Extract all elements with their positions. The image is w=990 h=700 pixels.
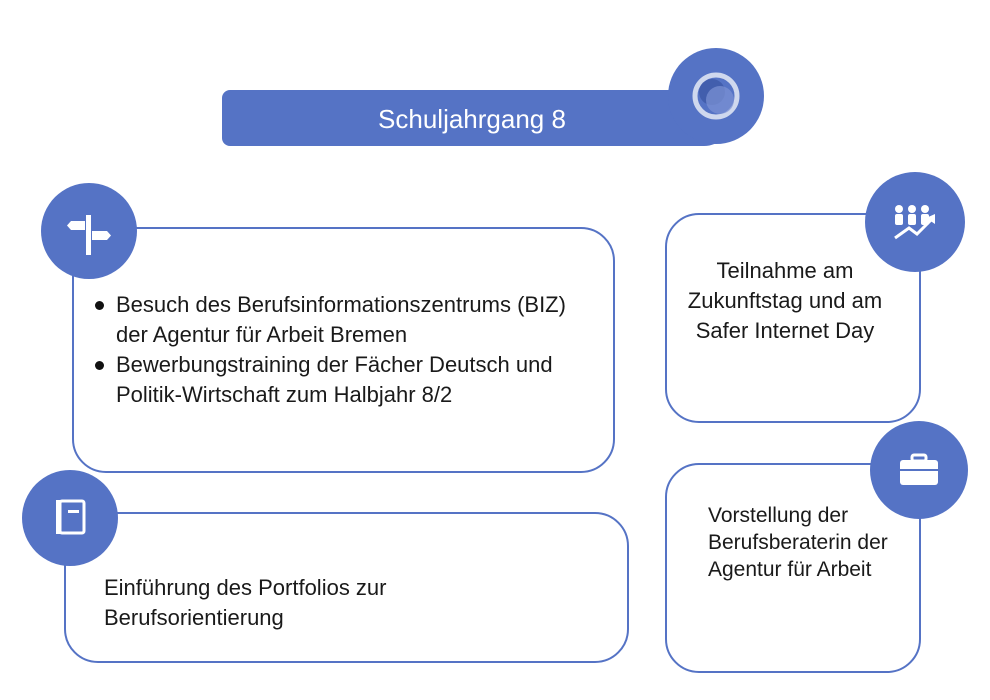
bullet-icon <box>95 301 104 310</box>
list-item-text: Bewerbungstraining der Fächer Deutsch und Politik-Wirtschaft zum Halbjahr 8/2 <box>116 352 553 407</box>
bullet-icon <box>95 361 104 370</box>
biz-list <box>94 290 594 410</box>
signpost-icon <box>41 183 137 279</box>
list-item <box>94 290 594 350</box>
berufsberaterin-text: Vorstellung der Berufsberaterin der Agentur für Arbeit <box>708 504 888 581</box>
book-icon <box>22 470 118 566</box>
list-item-text: Besuch des Berufsinformationszentrums (BIZ) der Agentur für Arbeit Bremen <box>116 292 566 347</box>
portfolio-text: Einführung des Portfolios zur Berufsorientierung <box>104 575 387 630</box>
list-item <box>94 350 594 410</box>
page-title: Schuljahrgang 8 <box>378 104 566 134</box>
ring-logo-icon <box>668 48 764 144</box>
zukunftstag-text: Teilnahme am Zukunftstag und am Safer Internet Day <box>687 258 883 343</box>
